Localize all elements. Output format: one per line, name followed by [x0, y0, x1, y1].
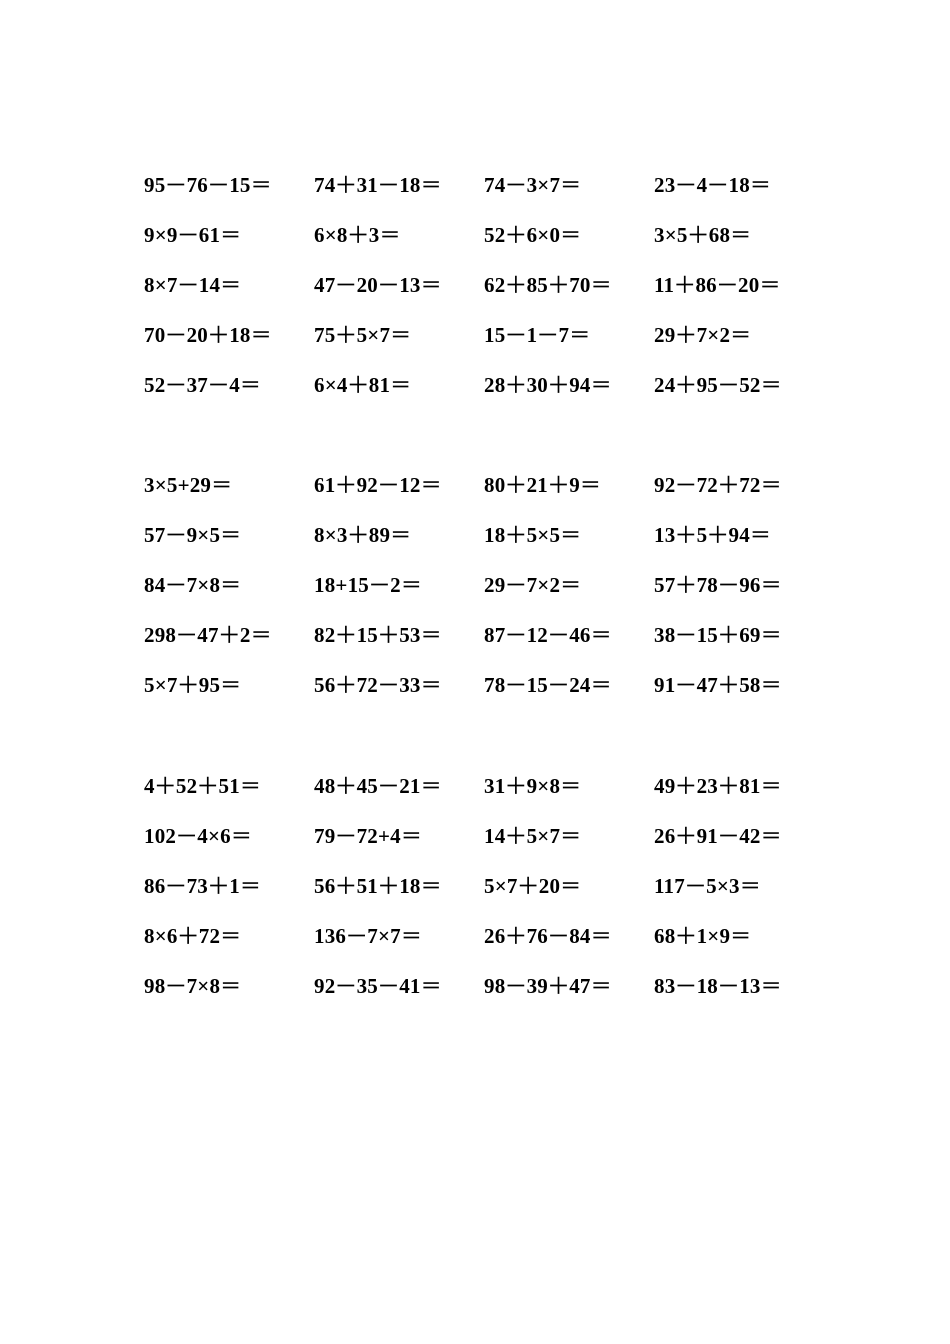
math-problem: 3×5+29＝ [144, 473, 233, 497]
math-problem: 5×7＋95＝ [144, 673, 242, 697]
math-problem: 8×6＋72＝ [144, 924, 242, 948]
math-problem: 83－18－13＝ [654, 974, 782, 998]
math-problem: 29－7×2＝ [484, 573, 582, 597]
math-problem: 70－20＋18＝ [144, 323, 272, 347]
math-problem: 5×7＋20＝ [484, 874, 582, 898]
math-problem: 49＋23＋81＝ [654, 774, 782, 798]
math-problem: 6×4＋81＝ [314, 373, 412, 397]
math-problem: 23－4－18＝ [654, 173, 772, 197]
problem-row [144, 769, 824, 819]
math-problem: 3×5＋68＝ [654, 223, 752, 247]
math-problem: 62＋85＋70＝ [484, 273, 612, 297]
math-problem: 52＋6×0＝ [484, 223, 582, 247]
math-problem: 4＋52＋51＝ [144, 774, 262, 798]
math-problem: 98－39＋47＝ [484, 974, 612, 998]
problem-row [144, 268, 824, 318]
math-problem: 74＋31－18＝ [314, 173, 442, 197]
math-problem: 102－4×6＝ [144, 824, 253, 848]
problem-row [144, 668, 824, 718]
math-problem: 26＋91－42＝ [654, 824, 782, 848]
problem-block-2 [144, 468, 824, 718]
problem-row [144, 368, 824, 418]
math-problem: 52－37－4＝ [144, 373, 262, 397]
problem-block-3 [144, 769, 824, 1019]
math-problem: 98－7×8＝ [144, 974, 242, 998]
math-problem: 47－20－13＝ [314, 273, 442, 297]
problem-row [144, 819, 824, 869]
problem-row [144, 218, 824, 268]
problem-row [144, 518, 824, 568]
math-problem: 95－76－15＝ [144, 173, 272, 197]
math-problem: 29＋7×2＝ [654, 323, 752, 347]
problem-row [144, 568, 824, 618]
problem-row [144, 969, 824, 1019]
math-problem: 11＋86－20＝ [654, 273, 781, 297]
math-problem: 31＋9×8＝ [484, 774, 582, 798]
problem-row [144, 468, 824, 518]
math-problem: 87－12－46＝ [484, 623, 612, 647]
math-problem: 78－15－24＝ [484, 673, 612, 697]
problem-row [144, 919, 824, 969]
math-problem: 92－72＋72＝ [654, 473, 782, 497]
problem-row [144, 618, 824, 668]
math-problem: 117－5×3＝ [654, 874, 761, 898]
math-problem: 68＋1×9＝ [654, 924, 752, 948]
math-problem: 28＋30＋94＝ [484, 373, 612, 397]
math-problem: 6×8＋3＝ [314, 223, 401, 247]
math-problem: 57＋78－96＝ [654, 573, 782, 597]
math-problem: 80＋21＋9＝ [484, 473, 602, 497]
math-problem: 24＋95－52＝ [654, 373, 782, 397]
math-problem: 92－35－41＝ [314, 974, 442, 998]
math-problem: 13＋5＋94＝ [654, 523, 772, 547]
problem-row [144, 318, 824, 368]
problem-block-1 [144, 168, 824, 418]
math-problem: 14＋5×7＝ [484, 824, 582, 848]
math-problem: 79－72+4＝ [314, 824, 423, 848]
math-problem: 74－3×7＝ [484, 173, 582, 197]
math-problem: 91－47＋58＝ [654, 673, 782, 697]
problem-row [144, 168, 824, 218]
math-problem: 57－9×5＝ [144, 523, 242, 547]
problem-row [144, 869, 824, 919]
math-problem: 82＋15＋53＝ [314, 623, 442, 647]
math-problem: 8×3＋89＝ [314, 523, 412, 547]
math-problem: 8×7－14＝ [144, 273, 242, 297]
math-problem: 9×9－61＝ [144, 223, 242, 247]
math-problem: 75＋5×7＝ [314, 323, 412, 347]
math-problem: 15－1－7＝ [484, 323, 591, 347]
math-problem: 298－47＋2＝ [144, 623, 272, 647]
math-problem: 56＋51＋18＝ [314, 874, 442, 898]
math-problem: 38－15＋69＝ [654, 623, 782, 647]
math-problem: 61＋92－12＝ [314, 473, 442, 497]
math-problem: 84－7×8＝ [144, 573, 242, 597]
math-problem: 86－73＋1＝ [144, 874, 262, 898]
math-problem: 48＋45－21＝ [314, 774, 442, 798]
math-problem: 26＋76－84＝ [484, 924, 612, 948]
math-problem: 56＋72－33＝ [314, 673, 442, 697]
math-problem: 18+15－2＝ [314, 573, 423, 597]
math-problem: 136－7×7＝ [314, 924, 423, 948]
math-problem: 18＋5×5＝ [484, 523, 582, 547]
